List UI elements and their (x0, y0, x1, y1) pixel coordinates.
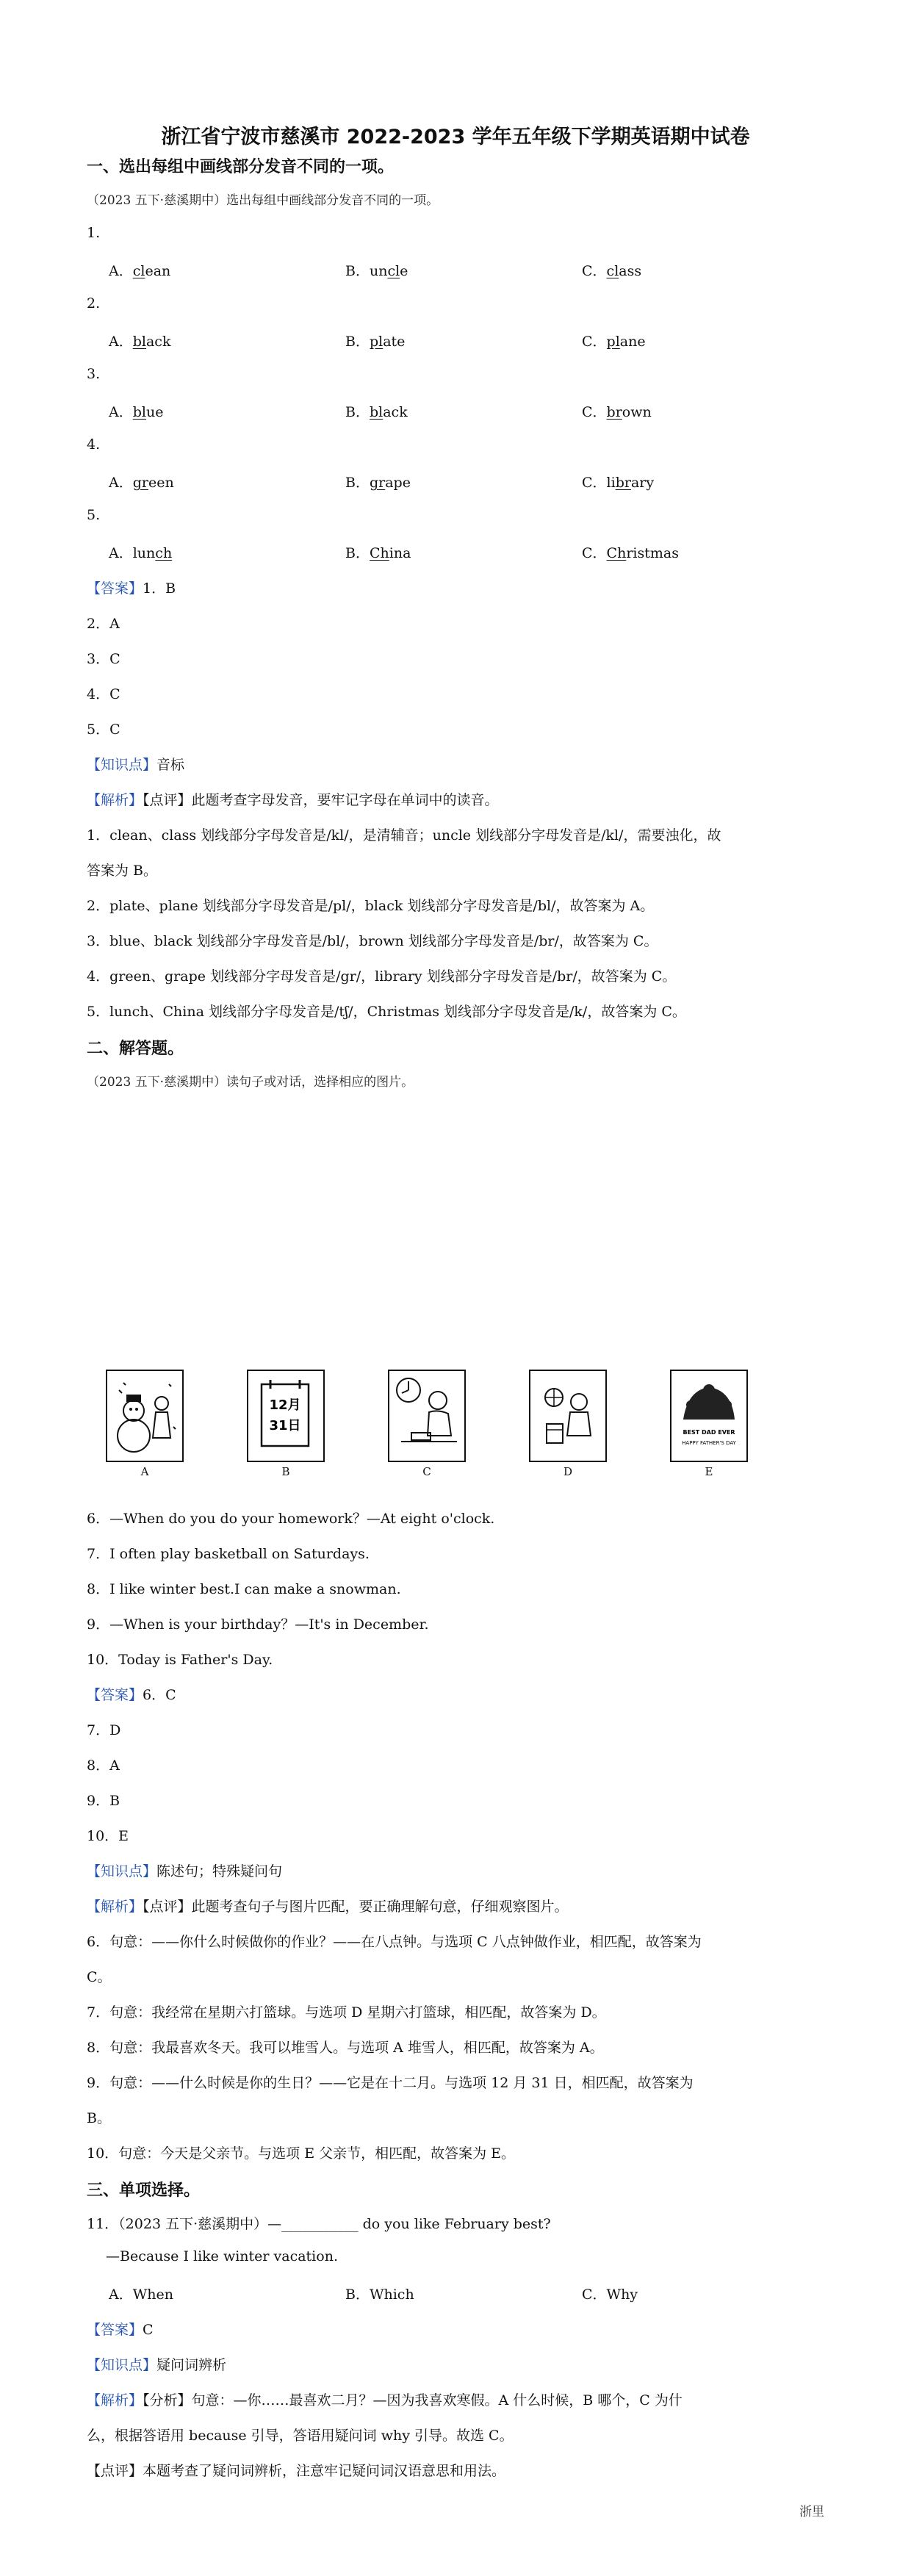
answer-value: 6．C (143, 1687, 176, 1703)
picture-b (245, 1368, 326, 1478)
question-number: 1. (87, 225, 101, 241)
analysis-line: 4．green、grape 划线部分字母发音是/gr/，library 划线部分字母发音是/br/，故答案为 C。 (87, 968, 677, 985)
kp-value: 疑问词辨析 (156, 2357, 227, 2373)
word-suffix: ack (383, 404, 408, 420)
option-letter: A． (109, 545, 133, 561)
analysis-line: 1．clean、class 划线部分字母发音是/kl/，是清辅音；uncle 划线部分字母发音是/kl/，需要浊化，故 (87, 827, 721, 843)
kp-tag: 【知识点】 (87, 1863, 157, 1879)
answer-tag: 【答案】 (87, 580, 143, 597)
section1-heading: 一、选出每组中画线部分发音不同的一项。 (87, 158, 395, 176)
underlined-letters: ch (155, 545, 173, 561)
section2-heading: 二、解答题。 (87, 1040, 184, 1058)
underlined-letters: cl (606, 263, 619, 279)
option-letter: A． (109, 404, 133, 420)
underlined-letters: br (606, 404, 622, 420)
underlined-letters: cl (132, 263, 145, 279)
word-suffix: ue (145, 404, 164, 420)
underlined-letters: Ch (606, 545, 627, 561)
word-suffix: een (148, 475, 174, 491)
question-number: 4. (87, 436, 101, 453)
word-suffix: own (622, 404, 652, 420)
word-suffix: ean (145, 263, 171, 279)
analysis-line: B。 (87, 2110, 111, 2126)
section3-heading: 三、单项选择。 (87, 2181, 201, 2200)
section3-analysis (87, 2389, 683, 2409)
question-number: 5. (87, 507, 101, 523)
answer-value: 2．A (87, 616, 120, 632)
underlined-letters: bl (132, 404, 146, 420)
underlined-letters: Ch (369, 545, 389, 561)
question-7: 7．I often play basketball on Saturdays. (87, 1546, 370, 1562)
picture-c (386, 1368, 467, 1478)
analysis-line: 8．句意：我最喜欢冬天。我可以堆雪人。与选项 A 堆雪人，相匹配，故答案为 A。 (87, 2040, 604, 2056)
card-text-line2: HAPPY FATHER'S DAY (682, 1440, 736, 1446)
section1-answer-line (87, 578, 176, 597)
analysis-tag: 【解析】 (87, 1899, 143, 1915)
answer-value: C (143, 2322, 154, 2338)
option-b (345, 331, 405, 350)
section1-source: （2023 五下·慈溪期中）选出每组中画线部分发音不同的一项。 (87, 193, 439, 208)
analysis-line: 么，根据答语用 because 引导，答语用疑问词 why 引导。故选 C。 (87, 2428, 514, 2444)
section1-analysis (87, 789, 499, 809)
underlined-letters: pl (606, 334, 620, 350)
option-letter: C． (582, 404, 607, 420)
word-suffix: ass (619, 263, 642, 279)
analysis-text: 【点评】此题考查句子与图片匹配，要正确理解句意，仔细观察图片。 (143, 1899, 569, 1915)
picture-label: B (281, 1465, 290, 1478)
section2-knowledge-point (87, 1860, 282, 1880)
word-suffix: ane (619, 334, 646, 350)
section2-source: （2023 五下·慈溪期中）读句子或对话，选择相应的图片。 (87, 1075, 414, 1090)
kp-tag: 【知识点】 (87, 2357, 157, 2373)
question-11-reply: —Because I like winter vacation. (106, 2248, 338, 2264)
analysis-line: 5．lunch、China 划线部分字母发音是/tʃ/，Christmas 划线部分字母发音是/k/，故答案为 C。 (87, 1004, 686, 1020)
option-letter: C． (582, 263, 607, 279)
option-b (345, 260, 408, 280)
option-c (582, 401, 652, 421)
question-number: 3. (87, 366, 101, 382)
kp-value: 陈述句；特殊疑问句 (156, 1863, 283, 1879)
analysis-line: 10．句意：今天是父亲节。与选项 E 父亲节，相匹配，故答案为 E。 (87, 2145, 516, 2162)
answer-value: 10．E (87, 1828, 129, 1844)
option-c (582, 331, 646, 350)
question-9: 9．—When is your birthday？—It's in December. (87, 1616, 429, 1633)
question-11: 11．（2023 五下·慈溪期中）—___________ do you like February best? (87, 2216, 551, 2232)
answer-value: 4．C (87, 686, 120, 702)
answer-value: 9．B (87, 1793, 120, 1809)
analysis-text: 【点评】此题考查字母发音，要牢记字母在单词中的读音。 (143, 792, 499, 808)
option-b (345, 401, 408, 421)
word-suffix: ape (385, 475, 411, 491)
kp-tag: 【知识点】 (87, 757, 157, 773)
answer-value: 7．D (87, 1722, 121, 1738)
analysis-line: C。 (87, 1969, 112, 1985)
picture-e (669, 1368, 749, 1478)
analysis-line: 2．plate、plane 划线部分字母发音是/pl/，black 划线部分字母发音是/bl/，故答案为 A。 (87, 898, 655, 914)
kp-value: 音标 (156, 757, 185, 773)
picture-a (104, 1368, 185, 1478)
option-letter: C． (582, 334, 607, 350)
answer-tag: 【答案】 (87, 2322, 143, 2338)
analysis-text: 【分析】句意：—你……最喜欢二月？—因为我喜欢寒假。A 什么时候，B 哪个，C 为什 (143, 2392, 683, 2408)
word-suffix: ate (383, 334, 406, 350)
option-b (345, 472, 411, 492)
question-6: 6．—When do you do your homework？—At eight o'clock. (87, 1511, 495, 1527)
word-suffix: ary (630, 475, 655, 491)
option-letter: C． (582, 475, 607, 491)
option-letter: A． (109, 263, 133, 279)
option-a (109, 331, 170, 350)
picture-label: A (140, 1465, 149, 1478)
option-a (109, 260, 170, 280)
calendar-icon (245, 1368, 326, 1464)
picture-label: E (705, 1465, 713, 1478)
section2-answer-line (87, 1684, 176, 1704)
option-a: A．When (109, 2287, 173, 2303)
analysis-line: 答案为 B。 (87, 863, 158, 879)
analysis-tag: 【解析】 (87, 2392, 143, 2408)
section2-analysis (87, 1896, 569, 1915)
word-prefix: lun (132, 545, 156, 561)
option-letter: B． (345, 404, 370, 420)
question-number: 2. (87, 295, 101, 312)
analysis-comment: 【点评】本题考查了疑问词辨析，注意牢记疑问词汉语意思和用法。 (87, 2463, 506, 2479)
word-suffix: ristmas (626, 545, 679, 561)
analysis-line: 6．句意：——你什么时候做你的作业？——在八点钟。与选项 C 八点钟做作业，相匹配，故答案为 (87, 1934, 702, 1950)
analysis-line: 9．句意：——什么时候是你的生日？——它是在十二月。与选项 12 月 31 日，相匹配，故答案为 (87, 2075, 694, 2091)
underlined-letters: br (615, 475, 631, 491)
option-b: B．Which (345, 2287, 414, 2303)
analysis-line: 3．blue、black 划线部分字母发音是/bl/，brown 划线部分字母发音是/br/，故答案为 C。 (87, 933, 658, 949)
word-prefix: li (606, 475, 616, 491)
calendar-day-text: 31日 (269, 1418, 301, 1433)
underlined-letters: gr (132, 475, 148, 491)
word-suffix: e (400, 263, 408, 279)
question-10: 10．Today is Father's Day. (87, 1652, 273, 1668)
answer-tag: 【答案】 (87, 1687, 143, 1703)
question-8: 8．I like winter best.I can make a snowman. (87, 1581, 401, 1597)
option-a (109, 401, 163, 421)
section1-knowledge-point (87, 754, 184, 774)
option-a (109, 542, 172, 562)
snowman-icon (104, 1368, 185, 1464)
option-c: C．Why (582, 2287, 638, 2303)
option-letter: A． (109, 334, 133, 350)
option-letter: B． (345, 475, 370, 491)
fathers-day-card-icon (669, 1368, 749, 1464)
picture-label: C (422, 1465, 431, 1478)
card-text-line1: BEST DAD EVER (683, 1429, 735, 1436)
answer-value: 5．C (87, 722, 120, 738)
analysis-tag: 【解析】 (87, 792, 143, 808)
option-letter: B． (345, 263, 370, 279)
underlined-letters: pl (369, 334, 384, 350)
analysis-line: 7．句意：我经常在星期六打篮球。与选项 D 星期六打篮球，相匹配，故答案为 D。 (87, 2004, 606, 2021)
underlined-letters: gr (369, 475, 386, 491)
option-letter: B． (345, 545, 370, 561)
option-a (109, 472, 174, 492)
option-c (582, 542, 679, 562)
section3-answer-line (87, 2319, 154, 2339)
basketball-icon (527, 1368, 608, 1464)
picture-options (104, 1368, 766, 1478)
homework-clock-icon (386, 1368, 467, 1464)
answer-value: 8．A (87, 1757, 120, 1774)
answer-value: 1．B (143, 580, 176, 597)
picture-label: D (563, 1465, 573, 1478)
answer-value: 3．C (87, 651, 120, 667)
option-letter: C． (582, 545, 607, 561)
option-c (582, 472, 654, 492)
option-c (582, 260, 641, 280)
section3-knowledge-point (87, 2354, 226, 2374)
underlined-letters: bl (369, 404, 384, 420)
calendar-month-text: 12月 (269, 1397, 301, 1413)
option-letter: B． (345, 334, 370, 350)
word-suffix: ina (389, 545, 411, 561)
option-letter: A． (109, 475, 133, 491)
option-b (345, 542, 411, 562)
underlined-letters: bl (132, 334, 146, 350)
word-suffix: ack (145, 334, 171, 350)
picture-d (527, 1368, 608, 1478)
word-prefix: un (369, 263, 388, 279)
page-title: 浙江省宁波市慈溪市 2022-2023 学年五年级下学期英语期中试卷 (161, 126, 750, 148)
underlined-letters: cl (387, 263, 400, 279)
page-footer: 浙里 (799, 2505, 824, 2519)
